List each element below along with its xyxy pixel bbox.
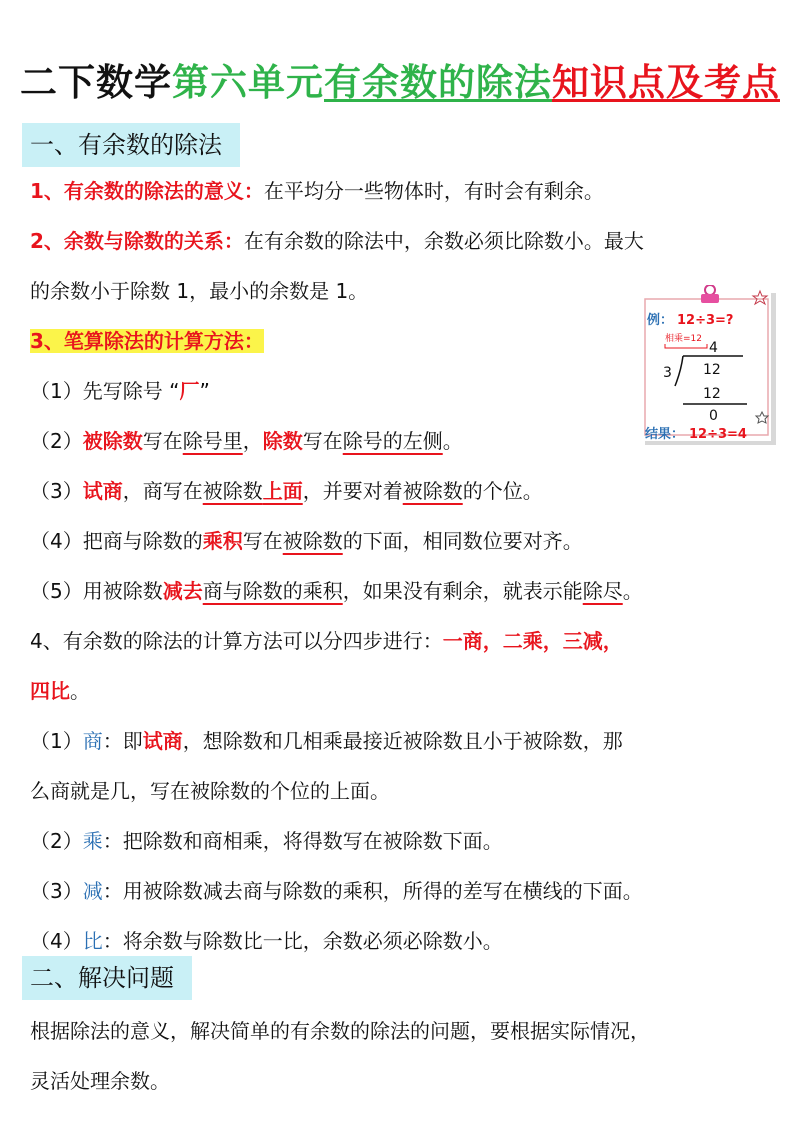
step-number: （1）: [30, 379, 83, 403]
title-suffix: 知识点及考点: [552, 61, 780, 104]
title-topic: 有余数的除法: [324, 61, 552, 104]
section-heading-1: 一、有余数的除法: [22, 123, 240, 167]
step-text: 先写除号 “: [82, 379, 180, 403]
step-text: ：将余数与除数比一比，余数必须必除数小。: [102, 929, 503, 953]
kp2-text-line2: 的余数小于除数 1，最小的余数是 1。: [30, 279, 369, 303]
keyword: 除数: [262, 429, 303, 453]
kp2-text-line1: 在有余数的除法中，余数必须比除数小。最大: [243, 229, 644, 253]
step-3: [30, 476, 543, 506]
section-heading-2: 二、解决问题: [22, 956, 192, 1000]
step-1: [30, 376, 210, 406]
binder-clip-icon: [701, 285, 719, 303]
page-title: [0, 52, 800, 106]
step-number: （3）: [30, 879, 83, 903]
step-text: 写在: [302, 429, 343, 453]
knowledge-point-2: [30, 226, 644, 256]
underlined-text: 被除数: [202, 479, 263, 503]
knowledge-point-1: [30, 176, 604, 206]
step-text: ，想除数和几相乘最接近被除数且小于被除数，那: [182, 729, 623, 753]
underlined-text: 商与除数的乘积: [202, 579, 343, 603]
step-number: （2）: [30, 429, 83, 453]
step-5: [30, 576, 643, 606]
step-4: [30, 526, 583, 556]
division-symbol: 厂: [179, 379, 200, 403]
keyword: 试商: [142, 729, 183, 753]
sub-step-key: 减: [82, 879, 103, 903]
sub-step-2: [30, 826, 503, 856]
sub-step-1: [30, 726, 623, 756]
kp4-period: 。: [70, 679, 90, 703]
result-equation: 12÷3=4: [689, 427, 747, 442]
step-text: 。: [622, 579, 643, 603]
example-remainder: 0: [709, 408, 718, 424]
step-text: ，如果没有剩余，就表示能: [342, 579, 583, 603]
step-text: ”: [199, 379, 210, 403]
kp1-label: 1、有余数的除法的意义：: [30, 179, 264, 203]
underlined-text: 除号里: [182, 429, 243, 453]
keyword: 被除数: [82, 429, 143, 453]
sub-step-key: 乘: [82, 829, 103, 853]
step-text: 写在: [242, 529, 283, 553]
knowledge-point-3: [30, 326, 264, 356]
step-number: （2）: [30, 829, 83, 853]
step-text: ，并要对着: [302, 479, 403, 503]
example-label: 例：: [647, 313, 674, 328]
step-2: [30, 426, 463, 456]
step-number: （4）: [30, 529, 83, 553]
title-grade: 二下数学: [20, 61, 172, 104]
step-text: 把商与除数的: [82, 529, 203, 553]
step-text: ：把除数和商相乘，将得数写在被除数下面。: [102, 829, 503, 853]
step-number: （5）: [30, 579, 83, 603]
sub-step-key: 商: [82, 729, 103, 753]
underlined-text: 被除数: [402, 479, 463, 503]
step-text: 么商就是几，写在被除数的个位的上面。: [30, 779, 390, 803]
long-division-example-card: [643, 285, 778, 455]
knowledge-point-4: [30, 626, 623, 656]
sub-step-3: [30, 876, 643, 906]
step-text: 的下面，相同数位要对齐。: [342, 529, 583, 553]
keyword: 试商: [82, 479, 123, 503]
title-unit: 第六单元: [172, 61, 324, 104]
keyword: 上面: [262, 479, 303, 503]
step-number: （4）: [30, 929, 83, 953]
example-svg: [643, 285, 778, 455]
example-note: 相乘=12: [665, 334, 702, 344]
kp1-text: 在平均分一些物体时，有时会有剩余。: [263, 179, 604, 203]
step-text: ，: [242, 429, 263, 453]
keyword: 乘积: [202, 529, 243, 553]
example-equation: 12÷3=?: [677, 313, 734, 328]
kp4-text: 4、有余数的除法的计算方法可以分四步进行：: [30, 629, 443, 653]
underlined-text: 被除数: [282, 529, 343, 553]
section2-text-line2: [30, 1066, 170, 1096]
knowledge-point-4-cont: [30, 676, 90, 706]
sub-step-key: 比: [82, 929, 103, 953]
step-text: ，商写在: [122, 479, 203, 503]
step-number: （3）: [30, 479, 83, 503]
section2-text-line1: [30, 1016, 650, 1046]
step-number: （1）: [30, 729, 83, 753]
example-quotient: 4: [709, 340, 718, 356]
example-divisor: 3: [663, 365, 672, 381]
underlined-text: 除尽: [582, 579, 623, 603]
step-text: ：即: [102, 729, 143, 753]
kp3-label: 3、笔算除法的计算方法：: [30, 329, 264, 353]
example-dividend: 12: [703, 362, 721, 378]
step-text: 写在: [142, 429, 183, 453]
example-product: 12: [703, 386, 721, 402]
step-text: 用被除数: [82, 579, 163, 603]
step-text: ：用被除数减去商与除数的乘积，所得的差写在横线的下面。: [102, 879, 643, 903]
section2-text: 灵活处理余数。: [30, 1069, 170, 1093]
keyword: 减去: [162, 579, 203, 603]
sub-step-1-cont: [30, 776, 390, 806]
knowledge-point-2-cont: [30, 276, 368, 306]
sub-step-4: [30, 926, 503, 956]
result-label: 结果：: [645, 427, 685, 442]
kp4-steps-end: 四比: [30, 679, 70, 703]
kp2-label: 2、余数与除数的关系：: [30, 229, 244, 253]
step-text: 的个位。: [462, 479, 543, 503]
underlined-text: 除号的左侧: [342, 429, 443, 453]
step-text: 。: [442, 429, 463, 453]
section2-text: 根据除法的意义，解决简单的有余数的除法的问题，要根据实际情况，: [30, 1019, 650, 1043]
kp4-steps: 一商，二乘，三减，: [442, 629, 623, 653]
